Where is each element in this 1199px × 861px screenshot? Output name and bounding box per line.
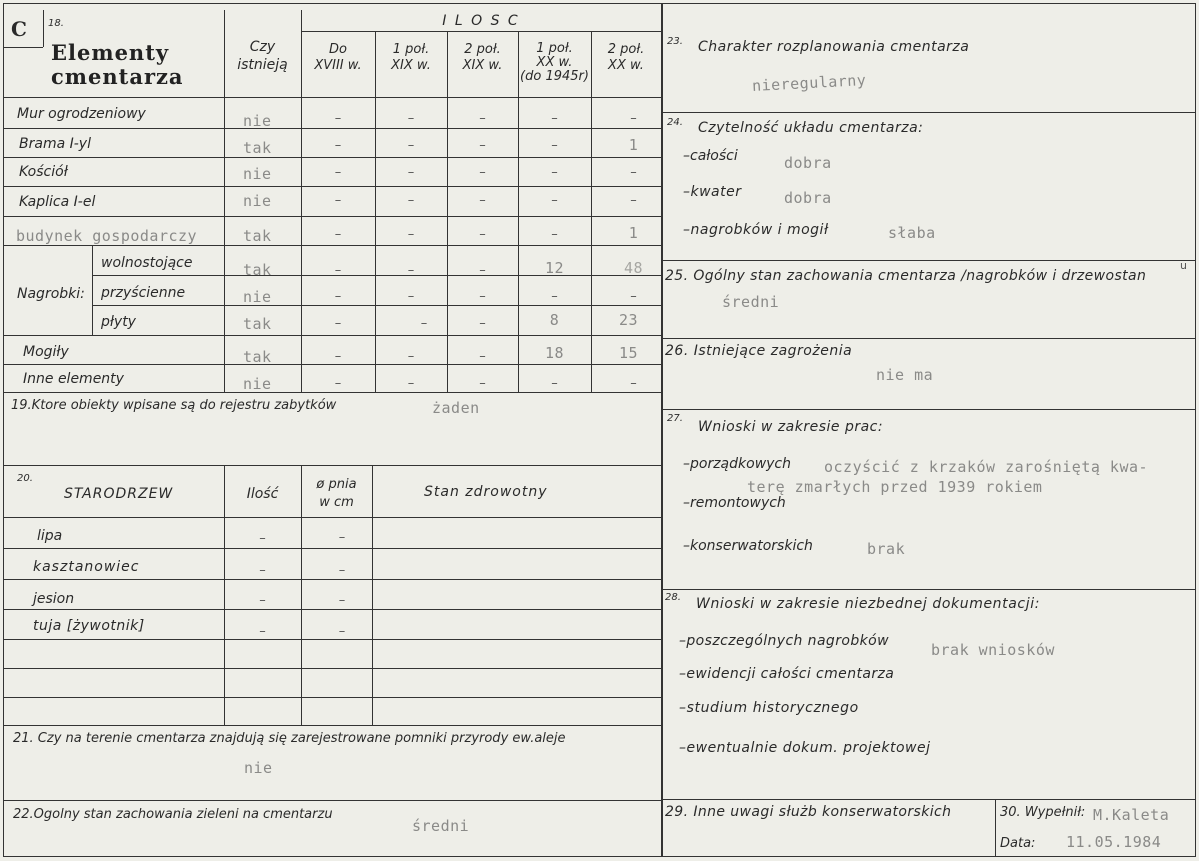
qty-cell: – [407, 263, 415, 278]
grid-h [3, 548, 661, 549]
tree-qty: – [259, 593, 266, 608]
grid-h [3, 128, 661, 129]
grid-h [3, 392, 661, 393]
q27-item-label: –porządkowych [683, 456, 792, 472]
trees-health-header: Stan zdrowotny [424, 484, 548, 500]
qty-cell: – [630, 193, 637, 208]
grid-h [3, 639, 661, 640]
qty-cell: – [551, 193, 558, 208]
q21-label: 21. Czy na terenie cmentarza znajdują się zarejestrowane pomniki przyrody ew.aleje [13, 731, 566, 746]
qty-cell: – [479, 227, 486, 242]
qty-cell: 18 [544, 344, 565, 362]
qty-cell: 1 [628, 224, 639, 242]
grid-v [375, 32, 376, 392]
q19-label: 19.Ktore obiekty wpisane są do rejestru zabytków [11, 398, 337, 413]
period-header: Do XVIII w. [314, 42, 362, 73]
qty-cell: – [334, 376, 342, 391]
quantity-header: I L O S C [442, 13, 520, 29]
grid-h [661, 409, 1196, 410]
section-number: 18. [48, 18, 64, 29]
qty-cell: – [630, 111, 637, 126]
grid-h [3, 216, 661, 217]
period-header: 2 poł. XIX w. [462, 42, 503, 73]
q24-label: Czytelność układu cmentarza: [698, 120, 924, 136]
q30-label: 30. Wypełnił: [1000, 805, 1086, 820]
grid-v [92, 245, 93, 335]
row-label: płyty [101, 314, 136, 330]
q25-note: u [1180, 259, 1187, 272]
exists-value: tak [243, 227, 272, 245]
qty-cell: – [407, 138, 415, 153]
tree-diam: – [338, 593, 346, 608]
exists-value: nie [243, 288, 272, 306]
grid-v [591, 32, 592, 392]
qty-cell: – [479, 349, 486, 364]
grid-h [3, 364, 661, 365]
qty-cell: – [479, 316, 486, 331]
tag-box-side [43, 10, 44, 47]
q30-date-label: Data: [1000, 836, 1036, 851]
grid-h [3, 97, 661, 98]
grid-h [3, 335, 661, 336]
qty-cell: – [420, 316, 428, 331]
grid-h [3, 668, 661, 669]
qty-cell: – [479, 193, 486, 208]
qty-cell: – [630, 289, 637, 304]
grid-h [3, 697, 661, 698]
q23-number: 23. [667, 36, 683, 47]
grid-h [3, 157, 661, 158]
grid-h [3, 579, 661, 580]
q27-item-answer-2: terę zmarłych przed 1939 rokiem [747, 478, 1043, 496]
q24-item-label: –nagrobków i mogił [683, 222, 829, 238]
qty-cell: – [551, 165, 558, 180]
period-header: 1 poł. XIX w. [391, 42, 431, 73]
tag-box-bottom [3, 47, 43, 48]
grid-h [92, 305, 661, 306]
q30-date: 11.05.1984 [1066, 833, 1162, 851]
q24-item-label: –całości [683, 148, 738, 164]
section-title-2: cmentarza [51, 64, 184, 89]
q27-item-label: –remontowych [683, 495, 786, 511]
q28-label: Wnioski w zakresie niezbednej dokumentacji: [696, 596, 1041, 612]
qty-cell: – [479, 165, 486, 180]
grid-v [518, 32, 519, 392]
frame-left [3, 3, 4, 856]
qty-cell: – [334, 227, 342, 242]
grid-h [3, 186, 661, 187]
grid-h [3, 245, 661, 246]
q25-answer: średni [722, 293, 780, 311]
tree-qty: – [259, 563, 266, 578]
grid-h [3, 465, 661, 466]
q23-answer: nieregularny [751, 71, 867, 95]
q24-item-answer: słaba [888, 224, 936, 242]
qty-cell: – [407, 376, 415, 391]
row-label: Mur ogrodzeniowy [17, 106, 146, 122]
trees-name-header: STARODRZEW [64, 486, 174, 502]
q24-number: 24. [667, 117, 683, 128]
row-group-label: Nagrobki: [17, 286, 85, 302]
grid-v [447, 32, 448, 392]
qty-cell: – [334, 289, 342, 304]
qty-cell: – [334, 349, 342, 364]
frame-right [1195, 3, 1196, 856]
row-label: Inne elementy [23, 371, 124, 387]
tree-name: tuja [żywotnik] [33, 618, 145, 634]
q28-item-label: –poszczególnych nagrobków [679, 633, 889, 649]
q27-label: Wnioski w zakresie prac: [698, 419, 884, 435]
q28-item-label: –studium historycznego [679, 700, 859, 716]
tree-diam: – [338, 530, 346, 545]
qty-cell: – [479, 138, 486, 153]
qty-cell: – [630, 165, 637, 180]
section-title-1: Elementy [51, 40, 170, 65]
exists-value: tak [243, 348, 272, 366]
qty-cell: – [479, 111, 486, 126]
q24-item-answer: dobra [784, 189, 832, 207]
q27-item-label: –konserwatorskich [683, 538, 813, 554]
frame-bottom [3, 856, 1196, 857]
grid-h [3, 800, 661, 801]
q24-item-answer: dobra [784, 154, 832, 172]
qty-cell: – [334, 193, 342, 208]
qty-cell: – [551, 111, 558, 126]
qty-cell: 15 [618, 344, 639, 362]
q26-answer: nie ma [876, 366, 934, 384]
row-label: przyścienne [101, 285, 186, 301]
qty-cell: – [551, 227, 558, 242]
q27-number: 27. [667, 413, 683, 424]
exists-value: nie [243, 192, 272, 210]
q23-label: Charakter rozplanowania cmentarza [698, 39, 970, 55]
q19-answer: żaden [432, 399, 480, 417]
trees-diam-header: ø pnia w cm [316, 477, 357, 510]
qty-cell: – [407, 165, 415, 180]
q26-label: 26. Istniejące zagrożenia [665, 343, 853, 359]
section-tag: C [11, 17, 27, 41]
q28-item-label: –ewidencji całości cmentarza [679, 666, 895, 682]
row-label: wolnostojące [101, 255, 193, 271]
grid-h [661, 112, 1196, 113]
q30-filled-by: M.Kaleta [1093, 806, 1170, 824]
tree-qty: – [259, 624, 266, 639]
tree-diam: – [338, 624, 346, 639]
row-label: Kaplica I-el [19, 194, 96, 210]
q24-item-label: –kwater [683, 184, 742, 200]
q27-item-answer-1: oczyścić z krzaków zarośniętą kwa- [824, 458, 1149, 476]
tree-name: kasztanowiec [33, 559, 140, 575]
exists-value: nie [243, 375, 272, 393]
qty-cell: – [479, 289, 486, 304]
qty-cell: – [334, 165, 342, 180]
qty-cell: – [334, 138, 342, 153]
exists-value: tak [243, 315, 272, 333]
row-label: Kościół [19, 164, 68, 180]
qty-cell: – [407, 193, 415, 208]
q28-item-answer: brak wniosków [931, 641, 1055, 659]
trees-number: 20. [17, 473, 33, 484]
grid-h [3, 725, 661, 726]
exists-value: nie [243, 165, 272, 183]
frame-top [3, 3, 1196, 4]
exists-value: tak [243, 261, 272, 279]
qty-cell: – [479, 376, 486, 391]
qty-cell: – [479, 263, 486, 278]
qty-cell: 48 [623, 259, 644, 277]
period-header: 2 poł. XX w. [607, 42, 645, 73]
exists-value: nie [243, 112, 272, 130]
qty-cell: – [630, 376, 637, 391]
exists-header: Czy istnieją [237, 39, 288, 73]
row-label: budynek gospodarczy [16, 227, 198, 245]
grid-h [3, 609, 661, 610]
tree-name: jesion [33, 591, 75, 607]
q27-item-answer: brak [867, 540, 906, 558]
qty-cell: 12 [544, 259, 565, 277]
tree-diam: – [338, 563, 346, 578]
tree-name: lipa [37, 528, 63, 544]
period-header: 1 poł. XX w. (do 1945r) [520, 41, 589, 84]
qty-cell: 8 [549, 311, 560, 329]
grid-h [661, 589, 1196, 590]
qty-cell: 1 [628, 136, 639, 154]
grid-h [301, 31, 661, 32]
qty-cell: – [407, 289, 415, 304]
qty-cell: – [334, 111, 342, 126]
qty-cell: – [407, 227, 415, 242]
grid-h [3, 517, 661, 518]
trees-qty-header: Ilość [246, 486, 279, 502]
qty-cell: – [334, 263, 342, 278]
qty-cell: – [551, 138, 558, 153]
qty-cell: – [551, 289, 558, 304]
exists-value: tak [243, 139, 272, 157]
qty-cell: – [551, 376, 558, 391]
page-divider [661, 3, 663, 856]
row-label: Mogiły [23, 344, 69, 360]
q28-number: 28. [665, 592, 681, 603]
qty-cell: – [334, 316, 342, 331]
qty-cell: – [407, 111, 415, 126]
q22-label: 22.Ogolny stan zachowania zieleni na cmentarzu [13, 807, 333, 822]
q28-item-label: –ewentualnie dokum. projektowej [679, 740, 931, 756]
q22-answer: średni [412, 817, 470, 835]
q21-answer: nie [244, 759, 273, 777]
row-label: Brama I-yl [19, 136, 91, 152]
grid-v [995, 799, 996, 856]
q25-label: 25. Ogólny stan zachowania cmentarza /nagrobków i drzewostan [665, 268, 1147, 284]
qty-cell: – [407, 349, 415, 364]
qty-cell: 23 [618, 311, 639, 329]
tree-qty: – [259, 531, 266, 546]
grid-h [661, 260, 1196, 261]
grid-h [661, 338, 1196, 339]
grid-h [661, 799, 1196, 800]
q29-label: 29. Inne uwagi służb konserwatorskich [665, 804, 952, 820]
